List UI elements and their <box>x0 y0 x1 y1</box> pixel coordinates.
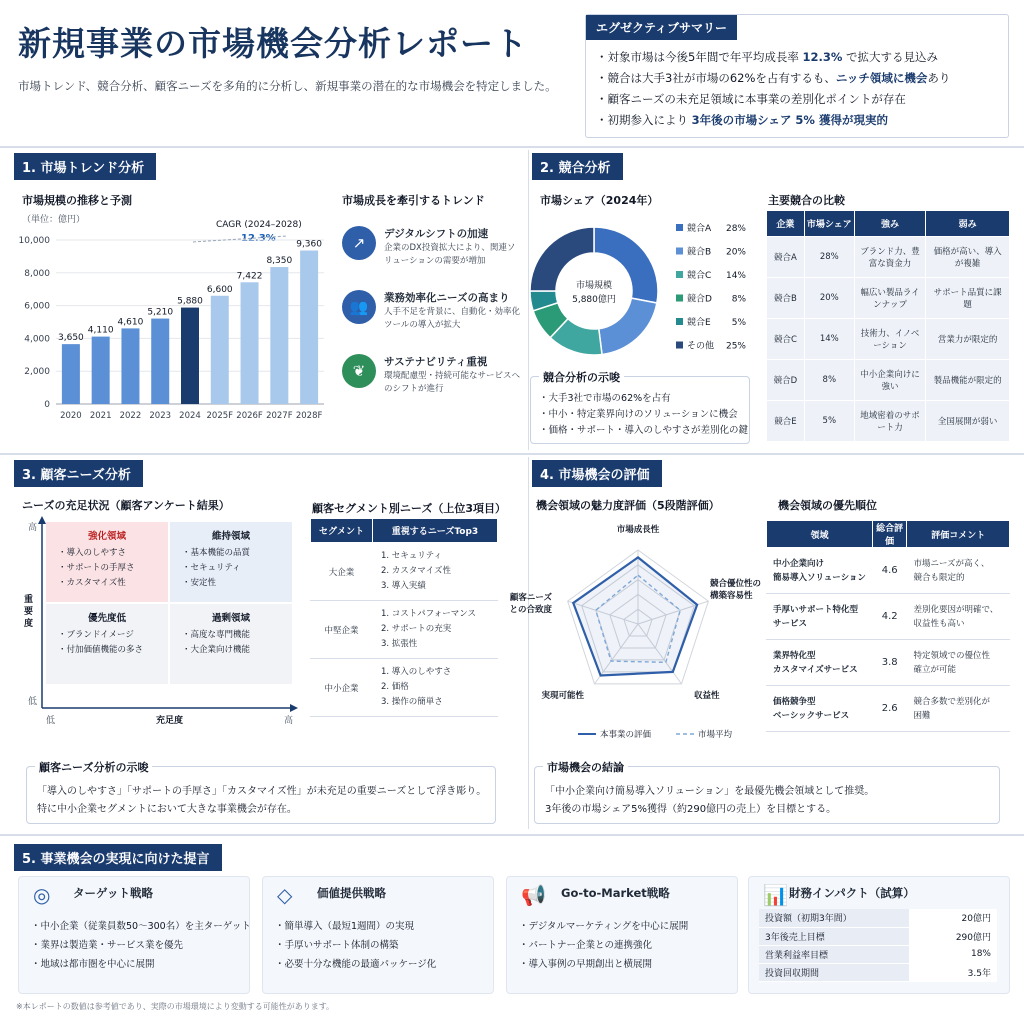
cagr-arrow <box>193 236 287 242</box>
comment-line: 収益性も高い <box>913 618 965 629</box>
need-item: 1. 導入のしやすさ <box>381 667 452 677</box>
area-line: 価格競争型 <box>773 696 816 707</box>
area-line: カスタマイズサービス <box>773 664 858 675</box>
quadrant-item: ・導入のしやすさ <box>58 548 127 558</box>
trend-desc: 環境配慮型・持続可能なサービスへのシフトが進行 <box>384 371 521 394</box>
comment-line: 困難 <box>913 710 931 721</box>
y-tick-label: 2,000 <box>24 367 50 378</box>
card-title: ターゲット戦略 <box>73 886 154 900</box>
table-cell: 価格が高い、導入が複雑 <box>926 237 1010 278</box>
segment-needs <box>373 543 498 601</box>
trend-item <box>342 226 522 282</box>
segment-needs <box>373 601 498 659</box>
radar-axis-label: 実現可能性 <box>541 691 584 701</box>
y-tick-label: 6,000 <box>24 301 50 312</box>
comment-line: 特定領域での優位性 <box>913 650 990 661</box>
trend-desc: 企業のDX投資拡大により、関連ソリューションの需要が増加 <box>384 243 516 266</box>
radar-title: 機会領域の魅力度評価（5段階評価） <box>536 499 720 512</box>
card-item: ・業界は製造業・サービス業を優先 <box>31 940 184 951</box>
finance-value: 290億円 <box>909 927 997 945</box>
legend-label: 本事業の評価 <box>600 730 652 740</box>
quadrant-title: 維持領域 <box>211 531 250 542</box>
conclusion-line: 「中小企業向け簡易導入ソリューション」を最優先機会領域として推奨。 <box>545 786 875 797</box>
legend-value: 5% <box>731 318 746 328</box>
table-cell: 地域密着のサポート力 <box>854 401 926 442</box>
priority-area <box>767 548 873 594</box>
trend-item <box>342 290 522 346</box>
legend-label: 市場平均 <box>698 730 733 740</box>
table-header-row <box>311 519 498 543</box>
priority-comment <box>907 640 1010 686</box>
divider <box>0 146 1024 148</box>
diamond-icon: ◇ <box>277 883 293 907</box>
trend-title: 業務効率化ニーズの高まり <box>384 292 510 304</box>
market-share-donut-chart <box>528 218 760 364</box>
radar-axis-label: 市場成長性 <box>616 525 660 535</box>
quadrant-items <box>182 628 250 658</box>
quadrant-items <box>182 546 250 591</box>
executive-summary-tag: エグゼクティブサマリー <box>586 15 737 40</box>
radar-series <box>573 557 697 675</box>
table-cell: サポート品質に課題 <box>926 278 1010 319</box>
quadrant-item: ・ブランドイメージ <box>58 630 134 640</box>
bar-value-label: 5,210 <box>147 307 174 318</box>
section-1-tag: 1. 市場トレンド分析 <box>14 153 156 180</box>
quadrant-item: ・安定性 <box>182 578 217 588</box>
area-line: 中小企業向け <box>773 558 825 569</box>
card-title: Go-to-Market戦略 <box>561 886 670 900</box>
table-header: 市場シェア <box>804 211 854 237</box>
people-icon: 👥 <box>342 290 376 324</box>
trend-title: デジタルシフトの加速 <box>384 228 489 240</box>
table-row <box>759 963 997 981</box>
quadrant-title: 過剰領域 <box>211 613 250 624</box>
need-item: 2. 価格 <box>381 682 409 692</box>
executive-summary-list <box>596 47 950 131</box>
radar-axis-label: 収益性 <box>694 691 720 701</box>
table-header: 強み <box>854 211 926 237</box>
competitor-insight-box <box>530 371 750 444</box>
table-cell: 製品機能が限定的 <box>926 360 1010 401</box>
bar-value-label: 7,422 <box>236 271 263 282</box>
summary-highlight: ニッチ領域に機会 <box>835 71 928 85</box>
table-header: 弱み <box>926 211 1010 237</box>
x-axis-low: 低 <box>46 716 56 726</box>
x-axis-high: 高 <box>284 716 294 726</box>
summary-item <box>596 110 950 131</box>
x-tick-label: 2025F <box>206 411 234 421</box>
chart-icon: ↗ <box>342 226 376 260</box>
table-header: 総合評価 <box>872 521 907 548</box>
need-item: 1. セキュリティ <box>381 551 442 561</box>
bar <box>62 344 80 404</box>
segment-name: 大企業 <box>311 543 373 601</box>
card-item: ・必要十分な機能の最適パッケージ化 <box>275 959 437 970</box>
table-cell: 競合E <box>767 401 805 442</box>
y-axis-low: 低 <box>28 697 38 707</box>
card-item: ・簡単導入（最短1週間）の実現 <box>275 921 415 932</box>
recommendation-card <box>506 876 738 994</box>
quadrant-items <box>58 546 135 591</box>
card-list <box>519 917 688 974</box>
quadrant-title: 強化領域 <box>87 531 126 542</box>
bar <box>92 337 110 404</box>
legend-label: 競合D <box>687 294 712 305</box>
donut-center-label: 市場規模 <box>575 281 613 291</box>
finance-value: 20億円 <box>909 909 997 927</box>
needs-matrix-title: ニーズの充足状況（顧客アンケート結果） <box>22 499 230 512</box>
summary-text: で拡大する見込み <box>842 50 939 64</box>
bar <box>241 282 259 404</box>
finance-key: 営業利益率目標 <box>759 945 909 963</box>
opportunity-conclusion-title: 市場機会の結論 <box>543 759 628 775</box>
table-row <box>311 601 498 659</box>
legend-value: 14% <box>725 271 746 281</box>
table-cell: 5% <box>804 401 854 442</box>
legend-swatch <box>676 271 683 278</box>
y-axis-high: 高 <box>28 523 38 533</box>
target-icon: ◎ <box>33 883 51 907</box>
table-header-row <box>767 521 1010 548</box>
table-row <box>767 319 1010 360</box>
legend-value: 8% <box>731 294 746 305</box>
y-tick-label: 10,000 <box>18 236 50 246</box>
bar <box>151 319 169 404</box>
market-size-bar-chart <box>18 222 330 430</box>
x-tick-label: 2028F <box>295 411 323 421</box>
legend-label: 競合E <box>687 318 711 328</box>
legend-swatch <box>676 295 683 302</box>
customer-insight-title: 顧客ニーズ分析の示唆 <box>35 759 152 775</box>
radar-axis-label: 構築容易性 <box>710 591 753 601</box>
table-cell: 競合B <box>767 278 805 319</box>
section-3-tag: 3. 顧客ニーズ分析 <box>14 460 143 487</box>
comment-line: 市場ニーズが高く、 <box>913 558 990 569</box>
quadrant-title: 優先度低 <box>87 613 126 624</box>
legend-label: 競合B <box>687 247 712 258</box>
comment-line: 競合多数で差別化が <box>913 696 990 707</box>
competitor-table <box>766 210 1010 442</box>
opportunity-conclusion-text <box>545 783 874 819</box>
bar-value-label: 4,610 <box>117 317 144 328</box>
divider <box>0 834 1024 836</box>
need-item: 2. カスタマイズ性 <box>381 566 452 576</box>
summary-text: ・顧客ニーズの未充足領域に本事業の差別化ポイントが存在 <box>596 92 906 106</box>
legend-value: 28% <box>725 224 746 234</box>
quadrant-items <box>58 628 143 658</box>
table-cell: 競合A <box>767 237 805 278</box>
quadrant-item: ・大企業向け機能 <box>182 645 251 655</box>
leaf-icon: ❦ <box>342 354 376 388</box>
market-share-title: 市場シェア（2024年） <box>540 194 659 207</box>
insight-item: ・価格・サポート・導入のしやすさが差別化の鍵 <box>539 425 749 436</box>
table-cell: 8% <box>804 360 854 401</box>
matrix-quadrant <box>46 522 168 602</box>
table-row <box>767 594 1010 640</box>
card-item: ・パートナー企業との連携強化 <box>519 940 653 951</box>
quadrant-item: ・基本機能の品質 <box>182 548 251 558</box>
priority-area <box>767 640 873 686</box>
section-5-tag: 5. 事業機会の実現に向けた提言 <box>14 844 222 871</box>
megaphone-icon: 📢 <box>521 883 546 907</box>
priority-comment <box>907 594 1010 640</box>
card-list <box>31 917 251 974</box>
x-tick-label: 2020 <box>60 411 82 421</box>
quadrant-item: ・カスタマイズ性 <box>58 578 126 588</box>
quadrant-item: ・サポートの手厚さ <box>58 563 135 573</box>
card-title: 価値提供戦略 <box>317 886 386 900</box>
trends-title: 市場成長を牽引するトレンド <box>342 194 485 207</box>
table-row <box>311 659 498 717</box>
card-item: ・地域は都市圏を中心に展開 <box>31 959 155 970</box>
table-cell: 全国展開が弱い <box>926 401 1010 442</box>
recommendation-card <box>18 876 250 994</box>
card-item: ・導入事例の早期創出と横展開 <box>519 959 653 970</box>
trend-item <box>342 354 522 410</box>
table-cell: 技術力、イノベーション <box>854 319 926 360</box>
insight-item: ・中小・特定業界向けのソリューションに機会 <box>539 409 738 420</box>
summary-item <box>596 47 950 68</box>
x-tick-label: 2026F <box>236 411 263 421</box>
priority-comment <box>907 686 1010 732</box>
legend-label: 競合C <box>687 271 712 281</box>
summary-text: あり <box>927 71 951 85</box>
table-header: 重視するニーズTop3 <box>373 519 498 543</box>
legend-swatch <box>676 342 683 349</box>
table-cell: 幅広い製品ラインナップ <box>854 278 926 319</box>
radar-axis-label: 顧客ニーズ <box>509 593 552 603</box>
customer-insight-text <box>37 783 486 819</box>
customer-insight-box <box>26 761 496 824</box>
cagr-label: CAGR (2024–2028) <box>216 220 302 230</box>
insight-item: ・大手3社で市場の62%を占有 <box>539 393 671 404</box>
finance-table <box>759 909 997 982</box>
summary-item <box>596 68 950 89</box>
donut-center-value: 5,880億円 <box>572 295 616 305</box>
matrix-quadrant <box>170 522 292 602</box>
page-title: 新規事業の市場機会分析レポート <box>18 24 528 63</box>
conclusion-line: 3年後の市場シェア5%獲得（約290億円の売上）を目標とする。 <box>545 804 837 815</box>
competitor-insight-title: 競合分析の示唆 <box>539 369 624 385</box>
priority-score: 2.6 <box>872 686 907 732</box>
matrix-quadrant <box>170 604 292 684</box>
bar <box>300 250 318 404</box>
segment-name: 中堅企業 <box>311 601 373 659</box>
legend-value: 20% <box>725 247 746 258</box>
comment-line: 差別化要因が明確で、 <box>913 604 999 615</box>
y-axis-label: 重要度 <box>24 595 34 629</box>
x-tick-label: 2023 <box>149 411 172 421</box>
page-subtitle: 市場トレンド、競合分析、顧客ニーズを多角的に分析し、新規事業の潜在的な市場機会を特定しました。 <box>18 79 557 93</box>
segment-needs-table <box>310 518 498 717</box>
segment-name: 中小企業 <box>311 659 373 717</box>
bar-value-label: 3,650 <box>58 333 84 344</box>
bar-value-label: 4,110 <box>87 325 114 336</box>
need-item: 2. サポートの充実 <box>381 624 452 634</box>
table-header: 評価コメント <box>907 521 1010 548</box>
need-item: 1. コストパフォーマンス <box>381 609 476 619</box>
section-2-tag: 2. 競合分析 <box>532 153 623 180</box>
market-size-chart-title: 市場規模の推移と予測 <box>22 194 132 207</box>
priority-score: 4.6 <box>872 548 907 594</box>
legend-swatch <box>676 248 683 255</box>
priority-area <box>767 686 873 732</box>
executive-summary <box>585 14 1009 138</box>
legend-swatch <box>676 224 683 231</box>
table-header: 企業 <box>767 211 805 237</box>
table-cell: 20% <box>804 278 854 319</box>
table-cell: ブランド力、豊富な資金力 <box>854 237 926 278</box>
table-header: 領域 <box>767 521 873 548</box>
radar-axis-label: との合致度 <box>509 605 552 615</box>
card-list <box>275 917 436 974</box>
table-header-row <box>767 211 1010 237</box>
summary-item <box>596 89 950 110</box>
summary-text: ・対象市場は今後5年間で年平均成長率 <box>596 50 803 64</box>
table-cell: 競合D <box>767 360 805 401</box>
quadrant-item: ・高度な専門機能 <box>182 630 251 640</box>
summary-highlight: 3年後の市場シェア 5% 獲得が現実的 <box>691 113 888 127</box>
legend-label: その他 <box>687 341 715 352</box>
comment-line: 競合も限定的 <box>913 572 965 583</box>
x-axis-label: 充足度 <box>156 716 184 726</box>
table-row <box>767 401 1010 442</box>
need-item: 3. 拡張性 <box>381 639 418 649</box>
cagr-value: 12.3% <box>241 233 276 244</box>
table-row <box>759 909 997 927</box>
table-row <box>767 237 1010 278</box>
priority-title: 機会領域の優先順位 <box>778 499 877 512</box>
finance-value: 18% <box>909 945 997 963</box>
bar <box>211 296 229 404</box>
need-item: 3. 操作の簡単さ <box>381 697 443 707</box>
table-cell: 競合C <box>767 319 805 360</box>
radar-axis-label: 競合優位性の <box>710 579 762 589</box>
table-row <box>767 640 1010 686</box>
priority-comment <box>907 548 1010 594</box>
x-tick-label: 2022 <box>119 411 142 421</box>
quadrant-item: ・セキュリティ <box>182 563 241 573</box>
priority-score: 3.8 <box>872 640 907 686</box>
table-header: セグメント <box>311 519 373 543</box>
priority-area <box>767 594 873 640</box>
area-line: サービス <box>773 618 808 629</box>
finance-card <box>748 876 1010 994</box>
card-item: ・中小企業（従業員数50〜300名）を主ターゲット <box>31 921 251 932</box>
bar-value-label: 6,600 <box>206 284 233 295</box>
x-tick-label: 2027F <box>266 411 293 421</box>
summary-text: ・競合は大手3社が市場の62%を占有するも、 <box>596 71 836 85</box>
table-cell: 営業力が限定的 <box>926 319 1010 360</box>
segment-needs-title: 顧客セグメント別ニーズ（上位3項目） <box>312 502 506 515</box>
competitor-compare-title: 主要競合の比較 <box>768 194 845 207</box>
priority-score: 4.2 <box>872 594 907 640</box>
area-line: 簡易導入ソリューション <box>773 572 866 583</box>
x-tick-label: 2021 <box>89 411 112 421</box>
segment-needs <box>373 659 498 717</box>
table-row <box>759 927 997 945</box>
competitor-insight-list <box>539 391 748 439</box>
y-tick-label: 8,000 <box>24 268 50 279</box>
area-line: ベーシックサービス <box>773 710 850 721</box>
bar <box>181 308 199 404</box>
recommendation-card <box>262 876 494 994</box>
customer-insight-line: 「導入のしやすさ」「サポートの手厚さ」「カスタマイズ性」が未充足の重要ニーズとして浮き彫り。 <box>37 786 487 797</box>
divider <box>0 453 1024 455</box>
opportunity-radar-chart <box>509 514 762 746</box>
bar <box>121 328 139 404</box>
finance-key: 投資額（初期3年間） <box>759 909 909 927</box>
area-line: 業界特化型 <box>773 650 816 661</box>
bar-chart-icon: 📊 <box>763 883 788 907</box>
opportunity-conclusion-box <box>534 761 1000 824</box>
table-cell: 14% <box>804 319 854 360</box>
section-4-tag: 4. 市場機会の評価 <box>532 460 662 487</box>
bar-value-label: 8,350 <box>266 256 293 267</box>
market-size-unit: （単位：億円） <box>22 215 86 225</box>
pie-slice <box>594 227 658 303</box>
finance-value: 3.5年 <box>909 963 997 981</box>
footer-note: ※本レポートの数値は参考値であり、実際の市場環境により変動する可能性があります。 <box>16 1002 335 1011</box>
summary-highlight: 12.3% <box>802 50 843 64</box>
table-row <box>767 686 1010 732</box>
finance-key: 3年後売上目標 <box>759 927 909 945</box>
comment-line: 確立が可能 <box>913 664 956 675</box>
summary-text: ・初期参入により <box>596 113 692 127</box>
table-cell: 中小企業向けに強い <box>854 360 926 401</box>
area-line: 手厚いサポート特化型 <box>773 604 859 615</box>
table-row <box>767 360 1010 401</box>
pie-slice <box>599 298 657 354</box>
bar <box>270 267 288 404</box>
legend-value: 25% <box>725 341 746 352</box>
finance-title: 財務インパクト（試算） <box>789 886 915 900</box>
table-row <box>311 543 498 601</box>
table-row <box>767 548 1010 594</box>
table-row <box>759 945 997 963</box>
card-item: ・デジタルマーケティングを中心に展開 <box>519 921 689 932</box>
table-cell: 28% <box>804 237 854 278</box>
matrix-quadrant <box>46 604 168 684</box>
finance-key: 投資回収期間 <box>759 963 909 981</box>
trend-title: サステナビリティ重視 <box>384 356 488 368</box>
need-item: 3. 導入実績 <box>381 581 426 591</box>
quadrant-item: ・付加価値機能の多さ <box>58 645 144 655</box>
priority-table <box>766 520 1010 732</box>
card-item: ・手厚いサポート体制の構築 <box>275 940 399 951</box>
x-tick-label: 2024 <box>179 411 201 421</box>
bar-value-label: 9,360 <box>296 239 322 250</box>
y-tick-label: 4,000 <box>24 334 50 345</box>
y-tick-label: 0 <box>44 400 50 410</box>
legend-label: 競合A <box>687 224 712 234</box>
bar-value-label: 5,880 <box>177 296 203 307</box>
trend-desc: 人手不足を背景に、自動化・効率化ツールの導入が拡大 <box>384 307 521 330</box>
customer-insight-line: 特に中小企業セグメントにおいて大きな事業機会が存在。 <box>37 804 297 815</box>
table-row <box>767 278 1010 319</box>
legend-swatch <box>676 318 683 325</box>
